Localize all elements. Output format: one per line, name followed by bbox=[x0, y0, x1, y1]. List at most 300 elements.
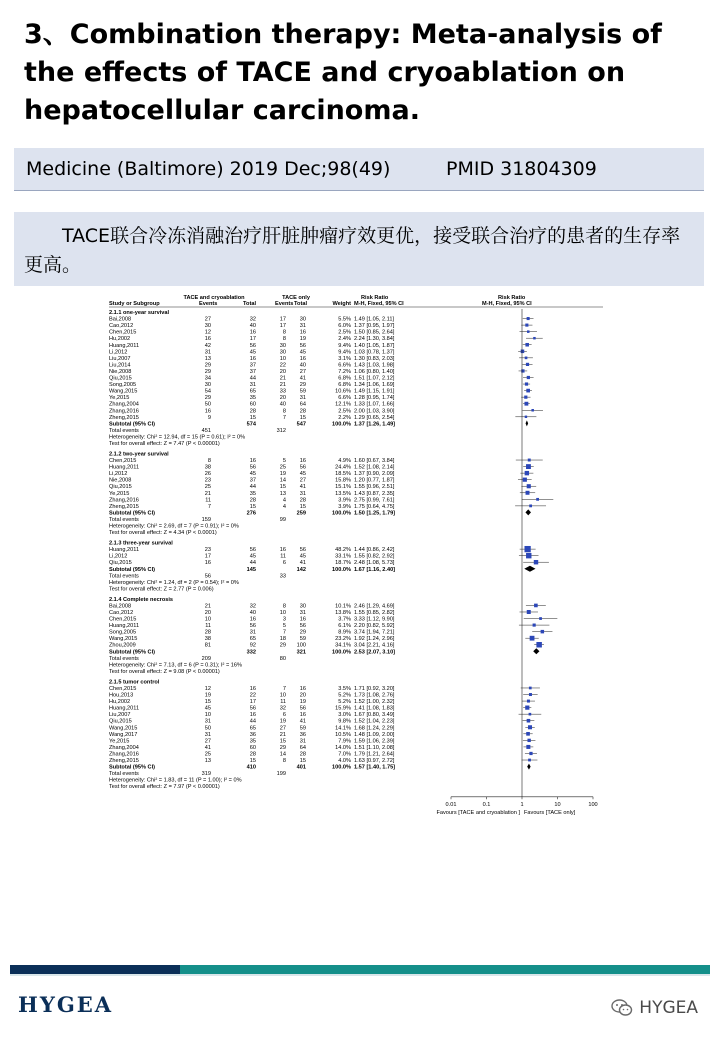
study-events-ctl: 14 bbox=[279, 751, 286, 758]
study-effect-square bbox=[527, 700, 530, 703]
study-risk-ratio: 1.49 [1.15, 1.91] bbox=[354, 388, 395, 395]
header-weight: Weight bbox=[332, 301, 351, 307]
study-effect-square bbox=[527, 739, 530, 742]
study-risk-ratio: 2.48 [1.08, 5.73] bbox=[354, 560, 395, 567]
header-plot-method: M-H, Fixed, 95% CI bbox=[482, 301, 532, 307]
subtotal-risk-ratio: 1.57 [1.40, 1.75] bbox=[354, 764, 396, 771]
study-weight: 33.1% bbox=[335, 553, 351, 560]
study-name: Li,2012 bbox=[109, 349, 128, 356]
subgroup-title: 2.1.5 tumor control bbox=[109, 679, 160, 686]
study-risk-ratio: 1.75 [0.64, 4.75] bbox=[354, 503, 395, 510]
study-events-exp: 42 bbox=[204, 342, 211, 349]
study-total-ctl: 15 bbox=[299, 758, 306, 765]
study-total-exp: 16 bbox=[249, 458, 256, 465]
axis-label-left: Favours [TACE and cryoablation ] bbox=[436, 809, 520, 816]
study-total-exp: 17 bbox=[249, 699, 256, 706]
study-weight: 23.2% bbox=[335, 636, 351, 643]
study-total-exp: 56 bbox=[249, 547, 256, 554]
study-events-ctl: 7 bbox=[282, 629, 286, 636]
study-risk-ratio: 1.49 [1.05, 2.11] bbox=[354, 316, 395, 323]
study-name: Song,2005 bbox=[109, 382, 137, 389]
study-name: Chen,2015 bbox=[109, 685, 137, 692]
study-events-ctl: 4 bbox=[282, 503, 286, 510]
study-events-exp: 25 bbox=[204, 751, 211, 758]
study-events-ctl: 15 bbox=[279, 738, 286, 745]
study-name: Zhang,2004 bbox=[109, 744, 139, 751]
summary-panel bbox=[14, 212, 704, 286]
study-weight: 18.5% bbox=[335, 471, 351, 478]
study-events-ctl: 30 bbox=[279, 342, 286, 349]
study-risk-ratio: 2.24 [1.30, 3.84] bbox=[354, 336, 395, 343]
subtotal-total-exp: 145 bbox=[246, 566, 256, 573]
study-total-ctl: 16 bbox=[299, 355, 306, 362]
study-total-ctl: 40 bbox=[299, 362, 306, 369]
subtotal-total-ctl: 142 bbox=[296, 566, 306, 573]
footer-bar-line bbox=[10, 974, 710, 976]
study-events-exp: 8 bbox=[207, 458, 211, 465]
study-total-ctl: 27 bbox=[299, 477, 306, 484]
study-name: Cao,2012 bbox=[109, 323, 134, 330]
study-name: Zhang,2016 bbox=[109, 751, 139, 758]
hygea-logo: HYGEA bbox=[18, 992, 114, 1017]
study-name: Wang,2015 bbox=[109, 636, 138, 643]
study-weight: 6.6% bbox=[338, 395, 351, 402]
study-effect-square bbox=[536, 498, 539, 501]
study-risk-ratio: 1.63 [0.97, 2.72] bbox=[354, 758, 395, 765]
study-name: Zhang,2016 bbox=[109, 408, 139, 415]
study-events-exp: 34 bbox=[204, 375, 211, 382]
study-effect-square bbox=[536, 642, 541, 647]
study-name: Huang,2011 bbox=[109, 623, 140, 630]
study-effect-square bbox=[525, 357, 528, 360]
study-weight: 14.0% bbox=[335, 744, 351, 751]
study-name: Li,2012 bbox=[109, 471, 128, 478]
study-events-exp: 16 bbox=[204, 560, 211, 567]
total-events-label: Total events bbox=[109, 573, 139, 580]
study-effect-square bbox=[528, 759, 531, 762]
study-risk-ratio: 1.51 [1.07, 2.12] bbox=[354, 375, 395, 382]
study-total-ctl: 64 bbox=[299, 401, 306, 408]
study-events-exp: 16 bbox=[204, 408, 211, 415]
study-total-ctl: 36 bbox=[299, 731, 306, 738]
study-events-ctl: 21 bbox=[279, 382, 286, 389]
study-total-ctl: 45 bbox=[299, 553, 306, 560]
study-effect-square bbox=[528, 459, 531, 462]
study-events-ctl: 5 bbox=[282, 623, 286, 630]
x-axis-tick-label: 0.01 bbox=[445, 801, 457, 808]
study-risk-ratio: 1.79 [1.21, 2.64] bbox=[354, 751, 395, 758]
study-events-ctl: 27 bbox=[279, 725, 286, 732]
heterogeneity-text: Heterogeneity: Chi² = 2.69, df = 7 (P = 0.91); I² = 0% bbox=[109, 523, 239, 530]
study-events-exp: 38 bbox=[204, 636, 211, 643]
study-risk-ratio: 1.55 [0.96, 2.51] bbox=[354, 484, 395, 491]
study-name: Nie,2008 bbox=[109, 368, 132, 375]
study-events-exp: 30 bbox=[204, 382, 211, 389]
overall-effect-text: Test for overall effect: Z = 2.77 (P = 0.006) bbox=[109, 586, 214, 593]
study-risk-ratio: 2.20 [0.82, 5.92] bbox=[354, 623, 395, 630]
study-events-exp: 31 bbox=[204, 349, 211, 356]
study-weight: 5.5% bbox=[338, 316, 351, 323]
study-total-exp: 40 bbox=[249, 323, 256, 330]
study-total-ctl: 30 bbox=[299, 316, 306, 323]
study-risk-ratio: 2.00 [1.03, 3.90] bbox=[354, 408, 395, 415]
study-risk-ratio: 2.46 [1.29, 4.69] bbox=[354, 603, 395, 610]
study-name: Zheng,2015 bbox=[109, 414, 139, 421]
study-risk-ratio: 1.48 [1.09, 2.00] bbox=[354, 731, 395, 738]
study-name: Liu,2007 bbox=[109, 712, 131, 719]
subtotal-risk-ratio: 1.67 [1.16, 2.40] bbox=[354, 566, 396, 573]
study-events-exp: 29 bbox=[204, 395, 211, 402]
study-events-ctl: 3 bbox=[282, 616, 286, 623]
study-events-exp: 21 bbox=[204, 603, 211, 610]
summary-text: TACE联合冷冻消融治疗肝脏肿瘤疗效更优，接受联合治疗的患者的生存率更高。 bbox=[24, 225, 681, 276]
study-total-exp: 22 bbox=[249, 692, 256, 699]
wechat-icon bbox=[611, 999, 633, 1017]
heterogeneity-text: Heterogeneity: Chi² = 12.94, df = 15 (P = 0.61); I² = 0% bbox=[109, 434, 246, 441]
study-total-ctl: 16 bbox=[299, 685, 306, 692]
study-risk-ratio: 1.51 [1.10, 2.08] bbox=[354, 744, 395, 751]
study-events-exp: 19 bbox=[204, 692, 211, 699]
study-weight: 15.1% bbox=[335, 484, 351, 491]
study-name: Hu,2002 bbox=[109, 699, 131, 706]
study-name: Hu,2002 bbox=[109, 336, 131, 343]
study-total-exp: 45 bbox=[249, 553, 256, 560]
study-events-exp: 20 bbox=[204, 609, 211, 616]
study-total-ctl: 29 bbox=[299, 382, 306, 389]
study-events-ctl: 19 bbox=[279, 471, 286, 478]
study-name: Huang,2011 bbox=[109, 547, 140, 554]
study-total-exp: 65 bbox=[249, 636, 256, 643]
study-risk-ratio: 1.37 [0.90, 2.09] bbox=[354, 471, 395, 478]
study-total-exp: 28 bbox=[249, 497, 256, 504]
study-events-ctl: 11 bbox=[280, 699, 286, 706]
study-total-ctl: 59 bbox=[299, 725, 306, 732]
study-name: Zheng,2015 bbox=[109, 758, 139, 765]
study-weight: 2.4% bbox=[338, 336, 351, 343]
study-events-ctl: 6 bbox=[282, 712, 286, 719]
study-events-ctl: 18 bbox=[279, 636, 286, 643]
study-effect-square bbox=[526, 389, 530, 393]
study-name: Chen,2015 bbox=[109, 329, 137, 336]
study-events-ctl: 40 bbox=[279, 401, 286, 408]
study-events-exp: 7 bbox=[207, 503, 211, 510]
study-weight: 6.1% bbox=[338, 623, 351, 630]
total-events-ctl: 312 bbox=[276, 427, 286, 434]
total-events-ctl: 199 bbox=[276, 771, 286, 778]
study-weight: 18.7% bbox=[335, 560, 351, 567]
study-events-ctl: 29 bbox=[279, 744, 286, 751]
total-events-exp: 319 bbox=[201, 771, 211, 778]
study-weight: 34.1% bbox=[335, 642, 351, 649]
study-name: Ye,2015 bbox=[109, 490, 130, 497]
study-events-exp: 25 bbox=[204, 484, 211, 491]
x-axis-tick-label: 1 bbox=[520, 801, 524, 808]
study-total-exp: 56 bbox=[249, 342, 256, 349]
subtotal-weight: 100.0% bbox=[332, 510, 351, 517]
subtotal-total-exp: 574 bbox=[246, 421, 256, 428]
study-events-exp: 23 bbox=[204, 477, 211, 484]
study-risk-ratio: 1.33 [1.07, 1.66] bbox=[354, 401, 395, 408]
subtotal-diamond bbox=[527, 764, 530, 770]
study-effect-square bbox=[533, 624, 536, 627]
subgroup-title: 2.1.4 Complete necrosis bbox=[109, 596, 174, 603]
footer-bar-teal bbox=[180, 965, 710, 974]
study-weight: 7.0% bbox=[338, 751, 351, 758]
study-effect-square bbox=[531, 409, 534, 412]
study-effect-square bbox=[533, 337, 535, 339]
study-weight: 13.5% bbox=[335, 490, 351, 497]
study-total-ctl: 31 bbox=[299, 323, 306, 330]
study-total-ctl: 41 bbox=[299, 375, 306, 382]
subgroup-title: 2.1.2 two-year survival bbox=[109, 451, 169, 458]
study-events-ctl: 21 bbox=[279, 375, 286, 382]
study-name: Wang,2015 bbox=[109, 725, 138, 732]
study-total-exp: 16 bbox=[249, 712, 256, 719]
study-events-exp: 50 bbox=[204, 725, 211, 732]
study-events-exp: 31 bbox=[204, 731, 211, 738]
study-total-ctl: 56 bbox=[299, 623, 306, 630]
study-weight: 9.4% bbox=[338, 342, 351, 349]
study-total-ctl: 31 bbox=[299, 738, 306, 745]
heterogeneity-text: Heterogeneity: Chi² = 1.83, df = 11 (P = 1.00); I² = 0% bbox=[109, 777, 242, 784]
study-effect-square bbox=[527, 317, 530, 320]
study-events-exp: 31 bbox=[204, 718, 211, 725]
subtotal-weight: 100.0% bbox=[332, 566, 351, 573]
study-total-exp: 56 bbox=[249, 623, 256, 630]
study-name: Liu,2007 bbox=[109, 355, 131, 362]
study-total-exp: 17 bbox=[249, 336, 256, 343]
study-events-ctl: 10 bbox=[279, 355, 286, 362]
study-events-ctl: 30 bbox=[279, 349, 286, 356]
heterogeneity-text: Heterogeneity: Chi² = 7.13, df = 6 (P = 0.31); I² = 16% bbox=[109, 662, 242, 669]
study-total-exp: 44 bbox=[249, 375, 256, 382]
pmid: PMID 31804309 bbox=[446, 158, 597, 180]
study-total-ctl: 28 bbox=[299, 497, 306, 504]
study-risk-ratio: 1.44 [0.86, 2.42] bbox=[354, 547, 395, 554]
header-events-ctl: Events bbox=[275, 301, 294, 307]
total-events-ctl: 80 bbox=[279, 655, 286, 662]
study-weight: 3.5% bbox=[338, 685, 351, 692]
study-events-ctl: 7 bbox=[282, 685, 286, 692]
study-effect-square bbox=[541, 630, 544, 633]
study-weight: 3.1% bbox=[338, 355, 351, 362]
study-weight: 5.2% bbox=[338, 699, 351, 706]
x-axis-tick-label: 100 bbox=[588, 801, 598, 808]
study-name: Huang,2011 bbox=[109, 464, 140, 471]
study-total-ctl: 31 bbox=[299, 395, 306, 402]
study-effect-square bbox=[527, 719, 531, 723]
study-risk-ratio: 3.74 [1.94, 7.21] bbox=[354, 629, 395, 636]
study-events-exp: 26 bbox=[204, 471, 211, 478]
study-effect-square bbox=[539, 617, 542, 620]
study-effect-square bbox=[528, 725, 532, 729]
subtotal-total-ctl: 547 bbox=[296, 421, 306, 428]
forest-plot bbox=[106, 292, 610, 922]
study-total-ctl: 16 bbox=[299, 329, 306, 336]
study-effect-square bbox=[527, 330, 530, 333]
study-risk-ratio: 1.37 [0.95, 1.97] bbox=[354, 323, 395, 330]
study-events-ctl: 6 bbox=[282, 560, 286, 567]
total-events-ctl: 99 bbox=[279, 516, 286, 523]
study-effect-square bbox=[521, 350, 525, 354]
study-effect-square bbox=[525, 416, 527, 418]
study-weight: 4.0% bbox=[338, 758, 351, 765]
study-total-exp: 31 bbox=[249, 382, 256, 389]
journal-citation: Medicine (Baltimore) 2019 Dec;98(49) bbox=[26, 158, 391, 180]
subtotal-label: Subtotal (95% CI) bbox=[109, 566, 155, 573]
study-events-exp: 9 bbox=[207, 414, 211, 421]
study-events-exp: 81 bbox=[204, 642, 211, 649]
study-events-exp: 29 bbox=[204, 362, 211, 369]
header-total-exp: Total bbox=[243, 301, 256, 307]
study-events-ctl: 29 bbox=[279, 642, 286, 649]
study-risk-ratio: 1.06 [0.80, 1.40] bbox=[354, 368, 395, 375]
study-events-ctl: 11 bbox=[280, 553, 286, 560]
study-total-ctl: 16 bbox=[299, 616, 306, 623]
study-total-ctl: 56 bbox=[299, 342, 306, 349]
study-events-ctl: 8 bbox=[282, 329, 286, 336]
study-total-exp: 32 bbox=[249, 603, 256, 610]
wechat-label: HYGEA bbox=[639, 998, 698, 1018]
study-total-ctl: 59 bbox=[299, 388, 306, 395]
study-effect-square bbox=[529, 713, 532, 716]
study-events-ctl: 5 bbox=[282, 458, 286, 465]
study-name: Bai,2008 bbox=[109, 316, 132, 323]
study-total-exp: 16 bbox=[249, 616, 256, 623]
subgroup-title: 2.1.3 three-year survival bbox=[109, 540, 173, 547]
study-total-exp: 37 bbox=[249, 368, 256, 375]
study-total-exp: 44 bbox=[249, 718, 256, 725]
subtotal-label: Subtotal (95% CI) bbox=[109, 421, 155, 428]
study-total-ctl: 41 bbox=[299, 560, 306, 567]
study-effect-square bbox=[534, 604, 538, 608]
study-events-ctl: 7 bbox=[282, 414, 286, 421]
study-events-exp: 28 bbox=[204, 629, 211, 636]
study-events-exp: 13 bbox=[204, 758, 211, 765]
study-effect-square bbox=[525, 471, 529, 475]
header-events-exp: Events bbox=[199, 301, 218, 307]
study-weight: 6.6% bbox=[338, 362, 351, 369]
study-total-ctl: 31 bbox=[299, 490, 306, 497]
study-name: Huang,2011 bbox=[109, 342, 140, 349]
study-name: Bai,2008 bbox=[109, 603, 132, 610]
subtotal-label: Subtotal (95% CI) bbox=[109, 510, 155, 517]
study-events-exp: 12 bbox=[204, 685, 211, 692]
study-weight: 2.5% bbox=[338, 329, 351, 336]
study-weight: 15.8% bbox=[335, 477, 351, 484]
x-axis-tick-label: 0.1 bbox=[482, 801, 491, 808]
study-risk-ratio: 1.52 [1.04, 2.23] bbox=[354, 718, 395, 725]
study-events-ctl: 19 bbox=[279, 718, 286, 725]
study-effect-square bbox=[529, 504, 532, 507]
study-events-exp: 13 bbox=[204, 355, 211, 362]
study-events-ctl: 17 bbox=[279, 316, 286, 323]
study-name: Zhang,2004 bbox=[109, 401, 139, 408]
study-risk-ratio: 1.52 [1.08, 2.14] bbox=[354, 464, 395, 471]
study-effect-square bbox=[526, 553, 531, 558]
subtotal-total-exp: 410 bbox=[246, 764, 256, 771]
study-total-ctl: 41 bbox=[299, 718, 306, 725]
study-total-exp: 15 bbox=[249, 758, 256, 765]
study-risk-ratio: 1.59 [1.06, 2.39] bbox=[354, 738, 395, 745]
study-events-exp: 30 bbox=[204, 323, 211, 330]
study-weight: 7.9% bbox=[338, 738, 351, 745]
study-effect-square bbox=[527, 376, 530, 379]
total-events-ctl: 33 bbox=[279, 573, 286, 580]
subtotal-label: Subtotal (95% CI) bbox=[109, 649, 155, 656]
study-name: Ye,2015 bbox=[109, 738, 130, 745]
study-total-ctl: 56 bbox=[299, 547, 306, 554]
study-total-ctl: 19 bbox=[299, 336, 306, 343]
study-weight: 8.9% bbox=[338, 629, 351, 636]
study-risk-ratio: 1.41 [1.08, 1.83] bbox=[354, 705, 395, 712]
study-name: Huang,2011 bbox=[109, 705, 140, 712]
study-total-exp: 44 bbox=[249, 560, 256, 567]
study-effect-square bbox=[527, 610, 531, 614]
study-effect-square bbox=[524, 396, 527, 399]
subtotal-diamond bbox=[525, 509, 531, 515]
overall-effect-text: Test for overall effect: Z = 7.97 (P < 0.00001) bbox=[109, 784, 220, 791]
study-events-exp: 16 bbox=[204, 336, 211, 343]
study-weight: 3.0% bbox=[338, 712, 351, 719]
study-weight: 2.2% bbox=[338, 414, 351, 421]
study-total-exp: 15 bbox=[249, 414, 256, 421]
study-total-ctl: 28 bbox=[299, 751, 306, 758]
subtotal-weight: 100.0% bbox=[332, 421, 351, 428]
study-events-exp: 11 bbox=[205, 497, 211, 504]
axis-label-right: Favours [TACE only] bbox=[524, 809, 576, 816]
study-risk-ratio: 3.04 [2.21, 4.16] bbox=[354, 642, 395, 649]
page-title: 3、Combination therapy: Meta-analysis of the effects of TACE and cryoablation on hepatocellular carcinoma. bbox=[24, 19, 662, 126]
study-total-exp: 16 bbox=[249, 685, 256, 692]
subtotal-label: Subtotal (95% CI) bbox=[109, 764, 155, 771]
study-risk-ratio: 1.52 [1.00, 2.32] bbox=[354, 699, 395, 706]
study-effect-square bbox=[529, 693, 532, 696]
study-name: Wang,2015 bbox=[109, 388, 138, 395]
study-risk-ratio: 1.55 [0.82, 2.92] bbox=[354, 553, 395, 560]
study-total-exp: 36 bbox=[249, 731, 256, 738]
overall-effect-text: Test for overall effect: Z = 4.34 (P < 0.0001) bbox=[109, 530, 217, 537]
subtotal-risk-ratio: 1.37 [1.26, 1.49] bbox=[354, 421, 396, 428]
study-risk-ratio: 1.73 [1.08, 2.76] bbox=[354, 692, 395, 699]
overall-effect-text: Test for overall effect: Z = 9.08 (P < 0.00001) bbox=[109, 668, 220, 675]
study-effect-square bbox=[526, 464, 531, 469]
study-total-exp: 45 bbox=[249, 471, 256, 478]
study-events-ctl: 33 bbox=[279, 388, 286, 395]
study-risk-ratio: 1.60 [0.67, 3.84] bbox=[354, 458, 395, 465]
study-effect-square bbox=[529, 752, 532, 755]
study-total-exp: 35 bbox=[249, 490, 256, 497]
study-events-exp: 27 bbox=[204, 316, 211, 323]
study-events-ctl: 21 bbox=[279, 731, 286, 738]
study-events-ctl: 13 bbox=[279, 490, 286, 497]
study-weight: 15.9% bbox=[335, 705, 351, 712]
study-total-ctl: 20 bbox=[299, 692, 306, 699]
study-events-exp: 41 bbox=[204, 744, 211, 751]
study-events-exp: 54 bbox=[204, 388, 211, 395]
study-effect-square bbox=[525, 343, 529, 347]
study-weight: 6.0% bbox=[338, 323, 351, 330]
study-risk-ratio: 1.20 [0.77, 1.87] bbox=[354, 477, 395, 484]
study-events-exp: 38 bbox=[204, 464, 211, 471]
study-name: Qiu,2015 bbox=[109, 375, 132, 382]
total-events-label: Total events bbox=[109, 655, 139, 662]
total-events-label: Total events bbox=[109, 516, 139, 523]
study-total-ctl: 45 bbox=[299, 471, 306, 478]
study-effect-square bbox=[524, 402, 528, 406]
study-total-exp: 92 bbox=[249, 642, 256, 649]
total-events-label: Total events bbox=[109, 771, 139, 778]
